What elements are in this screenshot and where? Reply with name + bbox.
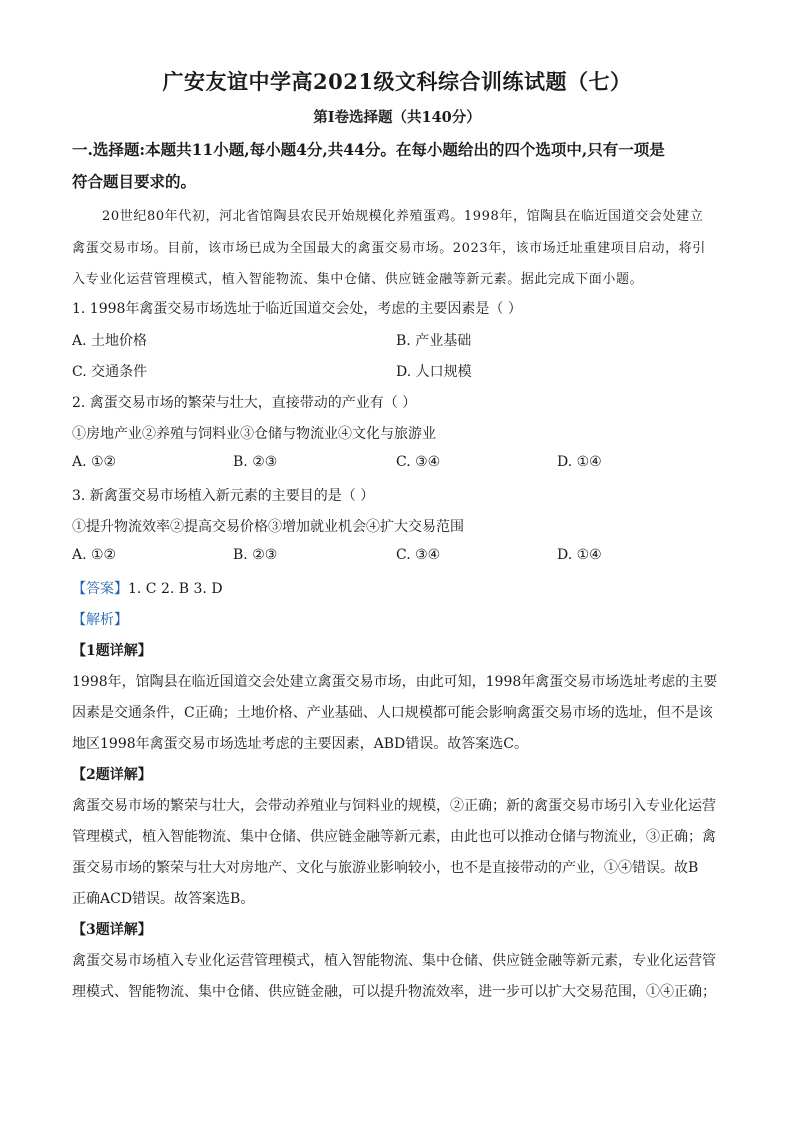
detail-3-heading: 【3题详解】 [72,922,152,938]
instructions-line-1: 一.选择题:本题共11小题,每小题4分,共44分。在每小题给出的四个选项中,只有一项是 [72,140,665,159]
detail-2-line-3: 蛋交易市场的繁荣与壮大对房地产、文化与旅游业影响较小，也不是直接带动的产业，①④错误。故B [72,860,699,876]
detail-2-line-2: 管理模式，植入智能物流、集中仓储、供应链金融等新元素，由此也可以推动仓储与物流业，③正确；禽 [72,829,716,845]
answer-line [72,578,223,598]
page-title: 广安友谊中学高2021级文科综合训练试题（七） [162,69,632,94]
section-subtitle: 第Ⅰ卷选择题（共140分） [313,109,481,126]
detail-2-line-4: 正确ACD错误。故答案选B。 [72,891,255,907]
q3-option-a: A. ①② [72,547,117,563]
answer-tag: 【答案】 [72,581,128,597]
q2-option-a: A. ①② [72,454,117,470]
q1-option-c: C. 交通条件 [72,364,148,380]
q3-option-d: D. ①④ [557,547,602,563]
material-line-3: 入专业化运营管理模式，植入智能物流、集中仓储、供应链金融等新元素。据此完成下面小题。 [72,272,644,287]
detail-1-heading: 【1题详解】 [72,643,152,659]
q3-option-b: B. ②③ [233,547,278,563]
q1-option-d: D. 人口规模 [396,364,472,380]
detail-3-line-1: 禽蛋交易市场植入专业化运营管理模式，植入智能物流、集中仓储、供应链金融等新元素，专业化运营管 [72,953,716,969]
detail-2-line-1: 禽蛋交易市场的繁荣与壮大，会带动养殖业与饲料业的规模，②正确；新的禽蛋交易市场引入专业化运营 [72,798,716,814]
detail-1-line-1: 1998年，馆陶县在临近国道交会处建立禽蛋交易市场，由此可知，1998年禽蛋交易市场选址考虑的主要 [72,674,718,690]
material-line-1: 20世纪80年代初，河北省馆陶县农民开始规模化养殖蛋鸡。1998年，馆陶县在临近国道交会处建立 [102,209,704,224]
q1-option-b: B. 产业基础 [396,333,472,349]
q3-option-c: C. ③④ [396,547,441,563]
q2-option-d: D. ①④ [557,454,602,470]
answer-values: 1. C 2. B 3. D [128,581,223,597]
instructions-line-2: 符合题目要求的。 [72,172,197,191]
question-1-stem: 1. 1998年禽蛋交易市场选址于临近国道交会处，考虑的主要因素是（ ） [72,301,522,317]
q1-option-a: A. 土地价格 [72,333,148,349]
question-2-items: ①房地产业②养殖与饲料业③仓储与物流业④文化与旅游业 [72,426,436,442]
detail-1-line-2: 因素是交通条件，C正确；土地价格、产业基础、人口规模都可能会影响禽蛋交易市场的选址，但不是该 [72,705,713,721]
detail-1-line-3: 地区1998年禽蛋交易市场选址考虑的主要因素，ABD错误。故答案选C。 [72,736,528,752]
analysis-tag: 【解析】 [72,612,128,628]
detail-2-heading: 【2题详解】 [72,767,152,783]
q2-option-c: C. ③④ [396,454,441,470]
material-line-2: 禽蛋交易市场。目前，该市场已成为全国最大的禽蛋交易市场。2023年，该市场迁址重建项目启动，将引 [72,241,706,256]
question-3-stem: 3. 新禽蛋交易市场植入新元素的主要目的是（ ） [72,488,375,504]
question-2-stem: 2. 禽蛋交易市场的繁荣与壮大，直接带动的产业有（ ） [72,395,417,411]
question-3-items: ①提升物流效率②提高交易价格③增加就业机会④扩大交易范围 [72,519,464,535]
q2-option-b: B. ②③ [233,454,278,470]
detail-3-line-2: 理模式、智能物流、集中仓储、供应链金融，可以提升物流效率，进一步可以扩大交易范围，①④正确； [72,984,716,1000]
